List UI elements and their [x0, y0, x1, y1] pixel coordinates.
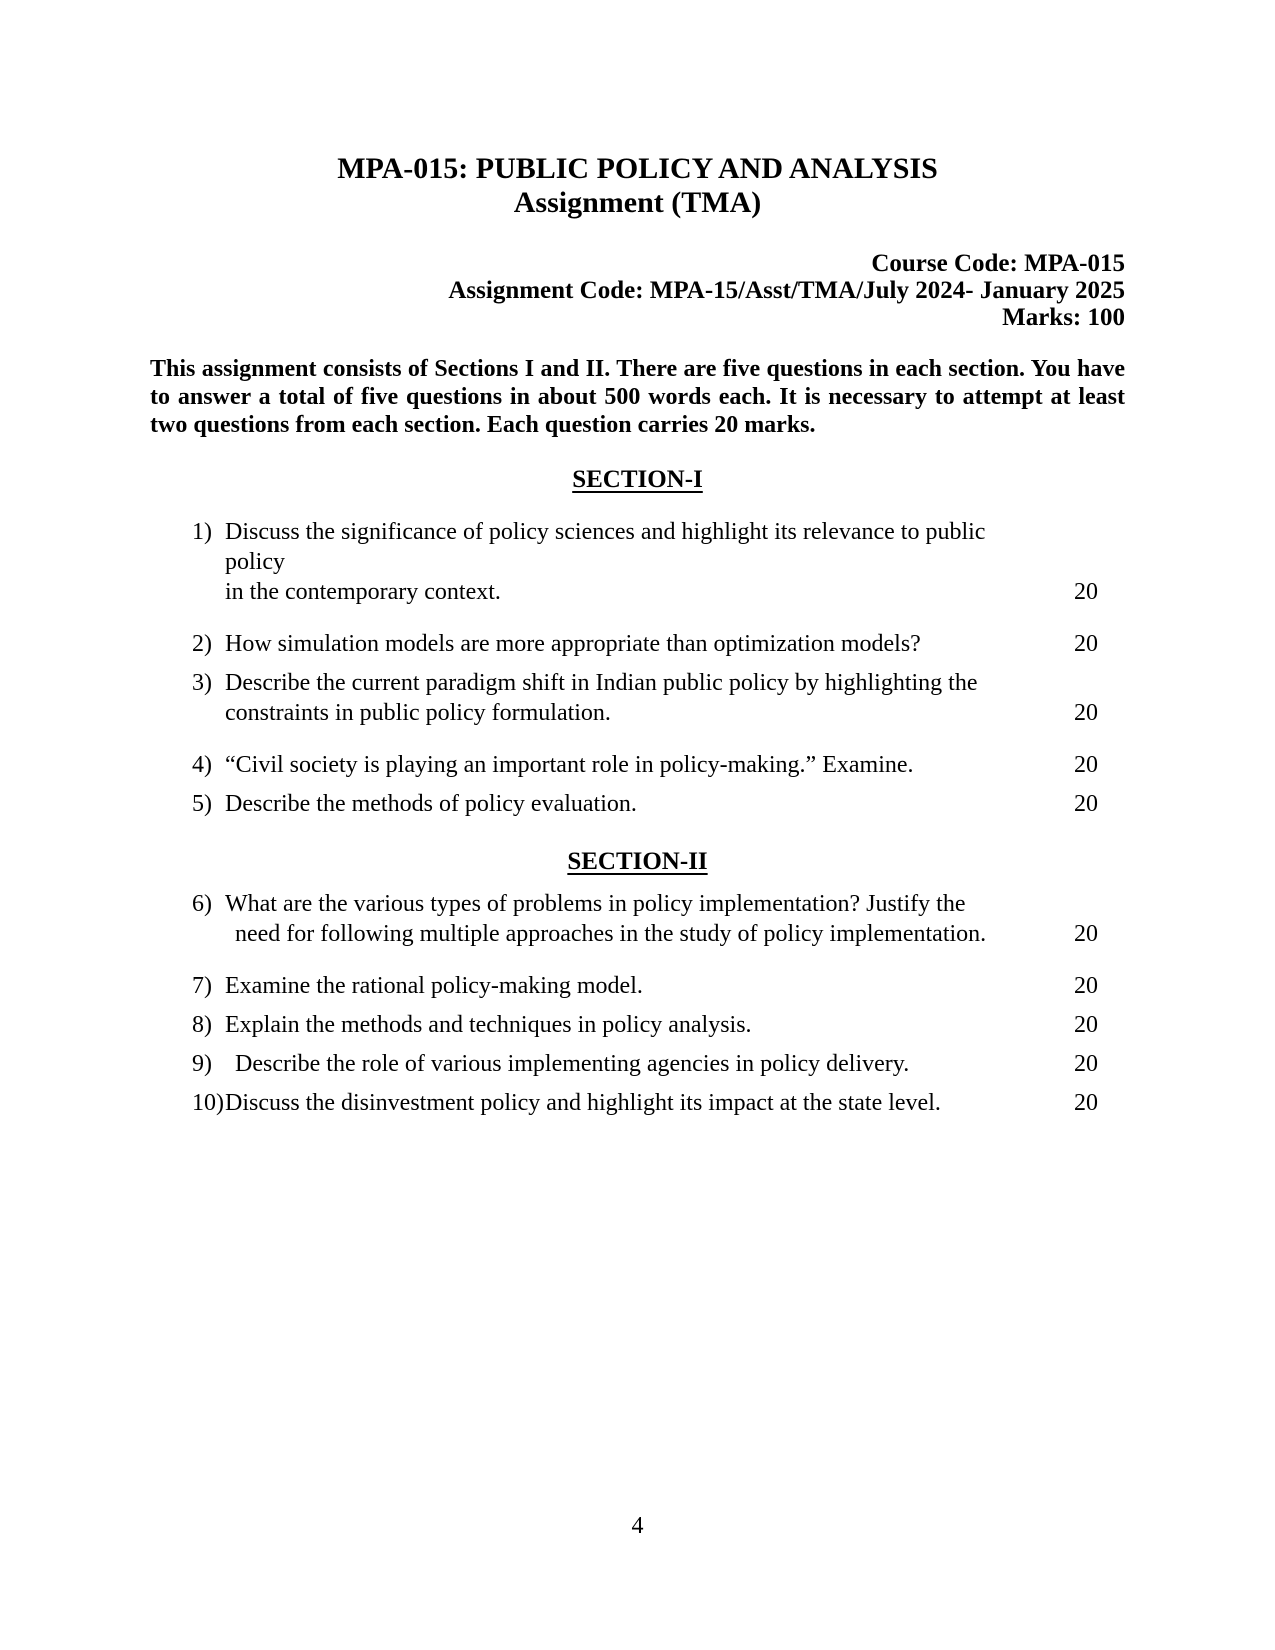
question-1-line-1: Discuss the significance of policy sciences and highlight its relevance to public policy: [225, 519, 986, 575]
section-1: [150, 465, 1125, 819]
instructions-paragraph: This assignment consists of Sections I and II. There are five questions in each section. You have to answer a total of five questions in about 500 words each. It is necessary to attempt at least two questions from each section. Each question carries 20 marks.: [150, 356, 1125, 438]
question-9-line-1: Describe the role of various implementing agencies in policy delivery.: [235, 1051, 910, 1077]
question-8-line-1: Explain the methods and techniques in policy analysis.: [225, 1012, 752, 1038]
page-subtitle: Assignment (TMA): [513, 186, 762, 219]
question-3-line-1: Describe the current paradigm shift in Indian public policy by highlighting the: [225, 670, 978, 696]
question-6: [192, 889, 1098, 949]
question-3-text: [225, 668, 977, 728]
question-2-line-1: How simulation models are more appropriate than optimization models?: [225, 631, 921, 657]
question-2: [192, 629, 1098, 659]
question-6-marks: 20: [1074, 921, 1098, 947]
question-2-text: [225, 629, 921, 659]
question-8-marks: 20: [1074, 1012, 1098, 1038]
question-7-line-1: Examine the rational policy-making model.: [225, 973, 643, 999]
question-9: [192, 1049, 1098, 1079]
question-4-text: [225, 750, 914, 780]
question-9-text: [225, 1049, 909, 1079]
question-2-number: 2): [192, 631, 212, 657]
question-6-line-1: What are the various types of problems in policy implementation? Justify the: [225, 891, 966, 917]
question-8: [192, 1010, 1098, 1040]
question-1-number: 1): [192, 519, 212, 545]
question-2-marks: 20: [1074, 631, 1098, 657]
question-8-text: [225, 1010, 752, 1040]
question-1-text: [225, 517, 1015, 607]
question-10-text: [225, 1088, 941, 1118]
question-5: [192, 789, 1098, 819]
section-2: [150, 847, 1125, 1118]
page-title: MPA-015: PUBLIC POLICY AND ANALYSIS: [337, 152, 938, 185]
document-header: [150, 152, 1125, 220]
question-6-text: [225, 889, 986, 949]
section-2-heading: SECTION-II: [567, 848, 708, 875]
question-3: [192, 668, 1098, 728]
question-10: [192, 1088, 1098, 1118]
question-5-text: [225, 789, 637, 819]
assignment-code: Assignment Code: MPA-15/Asst/TMA/July 2024- January 2025: [448, 277, 1125, 304]
page-footer: [0, 1512, 1275, 1540]
question-1: [192, 517, 1098, 607]
question-7-text: [225, 971, 643, 1001]
assignment-meta: [150, 250, 1125, 331]
question-1-marks: 20: [1074, 579, 1098, 605]
question-5-marks: 20: [1074, 791, 1098, 817]
question-10-number: 10): [192, 1090, 224, 1116]
question-4-number: 4): [192, 752, 212, 778]
question-8-number: 8): [192, 1012, 212, 1038]
question-5-line-1: Describe the methods of policy evaluation.: [225, 791, 637, 817]
question-9-number: 9): [192, 1051, 212, 1077]
section-2-questions: [192, 889, 1098, 1118]
question-3-marks: 20: [1074, 700, 1098, 726]
question-3-line-2: constraints in public policy formulation.: [225, 700, 611, 726]
question-5-number: 5): [192, 791, 212, 817]
question-10-marks: 20: [1074, 1090, 1098, 1116]
course-code: Course Code: MPA-015: [871, 250, 1125, 277]
question-7-marks: 20: [1074, 973, 1098, 999]
question-7-number: 7): [192, 973, 212, 999]
question-10-line-1: Discuss the disinvestment policy and highlight its impact at the state level.: [225, 1090, 941, 1116]
question-7: [192, 971, 1098, 1001]
page-content: [150, 0, 1125, 1118]
question-4-marks: 20: [1074, 752, 1098, 778]
page-number: 4: [631, 1513, 644, 1539]
question-1-line-2: in the contemporary context.: [225, 579, 501, 605]
question-4-line-1: “Civil society is playing an important role in policy-making.” Examine.: [225, 752, 914, 778]
total-marks: Marks: 100: [1002, 304, 1125, 331]
question-9-marks: 20: [1074, 1051, 1098, 1077]
question-4: [192, 750, 1098, 780]
question-3-number: 3): [192, 670, 212, 696]
question-6-line-2: need for following multiple approaches in the study of policy implementation.: [235, 921, 987, 947]
question-6-number: 6): [192, 891, 212, 917]
section-1-questions: [192, 517, 1098, 819]
section-1-heading: SECTION-I: [572, 466, 703, 493]
